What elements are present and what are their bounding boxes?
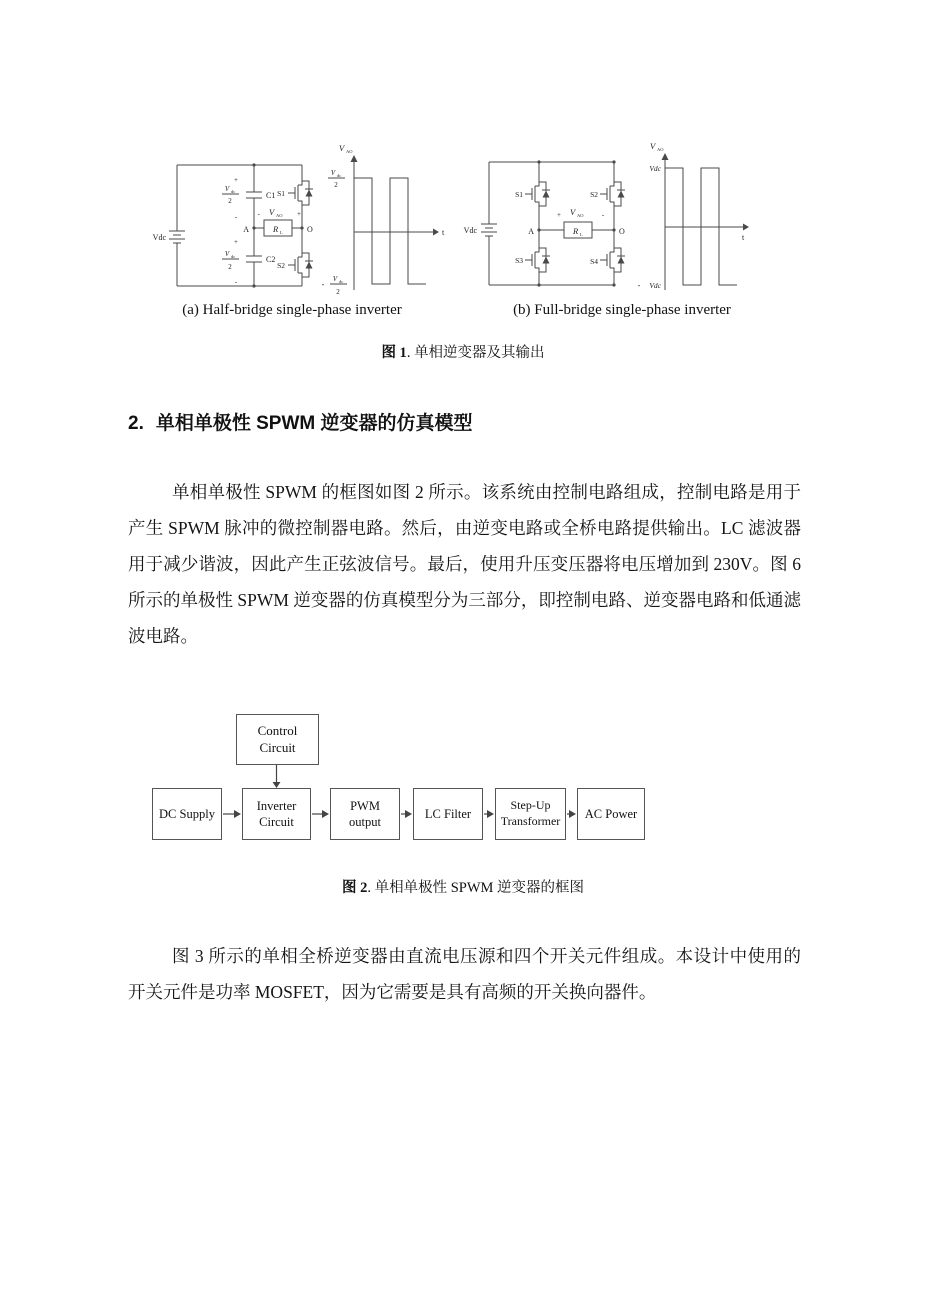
node-label-a: A	[528, 227, 534, 236]
node-label-a: A	[243, 225, 249, 234]
label-load-sub: L	[280, 230, 283, 235]
right-arrow-icon	[312, 810, 329, 818]
figure1-subcaption-b: (b) Full-bridge single-phase inverter	[513, 302, 731, 318]
figure1-inverter-circuits	[133, 138, 793, 298]
switch-label-s1: S1	[277, 189, 285, 198]
label-minus: -	[637, 281, 641, 290]
frac-num-dc: dc	[231, 189, 236, 194]
figure1-caption-label: 图 1	[381, 345, 407, 361]
figure2-caption-text: . 单相单极性 SPWM 逆变器的框图	[367, 880, 585, 896]
figure2-block-diagram	[152, 714, 646, 842]
capacitor-c2	[246, 256, 262, 262]
full-bridge-waveform	[638, 141, 749, 290]
label-vdc-source: Vdc	[463, 226, 477, 235]
frac-num-dc: dc	[337, 173, 342, 178]
block-step-up-transformer: Step-Up Transformer	[495, 788, 566, 840]
mosfet-s2-icon	[288, 253, 313, 277]
paragraph-2: 图 3 所示的单相全桥逆变器由直流电压源和四个开关元件组成。本设计中使用的开关元件是功率 MOSFET，因为它需要是具有高频的开关换向器件。	[128, 946, 801, 1002]
right-arrow-icon	[484, 810, 494, 818]
figure2-caption	[0, 876, 926, 897]
section-number: 2.	[128, 413, 144, 434]
section-title: 单相单极性 SPWM 逆变器的仿真模型	[155, 413, 473, 434]
switch-label-s2: S2	[277, 261, 285, 270]
label-load-r: R	[573, 226, 579, 236]
axis-label-vao-sub: AO	[657, 147, 664, 152]
t-axis-label: t	[742, 233, 745, 242]
frac-num-v: V	[330, 169, 336, 177]
node-label-o: O	[307, 225, 313, 234]
battery-symbol	[481, 224, 497, 236]
level-label-neg-vdc: Vdc	[649, 281, 661, 290]
frac-den: 2	[336, 288, 340, 296]
mosfet-s1-icon	[288, 181, 313, 205]
frac-num-v: V	[224, 185, 230, 193]
label-vao-sub: AO	[276, 213, 283, 218]
label-load-sub: L	[580, 232, 583, 237]
label-plus: +	[297, 210, 301, 218]
section-heading	[128, 408, 473, 435]
label-minus: -	[257, 210, 260, 218]
switch-label-s3: S3	[515, 256, 523, 265]
label-half-vdc-lower	[222, 250, 239, 271]
label-minus: -	[321, 280, 325, 289]
level-label-pos-vdc: Vdc	[649, 164, 661, 173]
right-arrow-icon	[567, 810, 576, 818]
frac-num-dc: dc	[231, 254, 236, 259]
figure1-caption-text: . 单相逆变器及其输出	[406, 345, 545, 361]
frac-num-dc: dc	[339, 279, 344, 284]
frac-den: 2	[334, 181, 338, 189]
block-dc-supply: DC Supply	[152, 788, 222, 840]
figure2-caption-label: 图 2	[341, 880, 368, 896]
label-plus: +	[234, 176, 238, 184]
level-label-pos-half-vdc	[328, 169, 345, 189]
switch-label-s2: S2	[590, 190, 598, 199]
right-arrow-icon	[223, 810, 241, 818]
paragraph-1: 单相单极性 SPWM 的框图如图 2 所示。该系统由控制电路组成，控制电路是用于产生 SPWM 脉冲的微控制器电路。然后，由逆变电路或全桥电路提供输出。LC 滤波器用于减少谐波，因此产生正弦波信号。最后，使用升压变压器将电压增加到 230V。图 6 所示的单极性 SPWM 逆变器的仿真模型分为三部分，即控制电路、逆变器电路和低通滤波电路。	[128, 482, 801, 646]
label-minus: -	[234, 278, 238, 286]
half-bridge-circuit	[153, 163, 313, 287]
figure1-subcaption-a: (a) Half-bridge single-phase inverter	[182, 302, 402, 318]
t-axis-label: t	[442, 228, 445, 237]
mosfet-s1-icon	[525, 182, 550, 206]
label-vao-v: V	[570, 207, 576, 217]
label-c1: C1	[266, 191, 276, 200]
block-ac-power: AC Power	[577, 788, 645, 840]
label-half-vdc-upper	[222, 185, 239, 205]
switch-label-s4: S4	[590, 257, 598, 266]
right-arrow-icon	[401, 810, 412, 818]
block-inverter-circuit: Inverter Circuit	[242, 788, 311, 840]
mosfet-s4-icon	[600, 248, 625, 272]
label-minus: -	[601, 211, 605, 219]
capacitor-c1	[246, 192, 262, 198]
label-plus: +	[557, 211, 561, 219]
label-c2: C2	[266, 255, 276, 264]
down-arrow-icon	[273, 765, 281, 788]
frac-num-v: V	[224, 250, 230, 258]
node-label-o: O	[619, 227, 625, 236]
full-bridge-circuit	[464, 160, 625, 286]
square-wave-a	[354, 178, 426, 284]
half-bridge-waveform	[322, 143, 445, 296]
label-minus: -	[234, 213, 238, 221]
axis-label-vao-v: V	[339, 143, 345, 153]
battery-symbol	[169, 231, 185, 243]
block-control-circuit: Control Circuit	[236, 714, 319, 765]
label-vao-v: V	[269, 207, 275, 217]
mosfet-s2-icon	[600, 182, 625, 206]
label-vdc-source: Vdc	[152, 233, 166, 242]
mosfet-s3-icon	[525, 248, 550, 272]
block-pwm-output: PWM output	[330, 788, 400, 840]
frac-den: 2	[228, 197, 232, 205]
label-plus: +	[234, 238, 238, 246]
label-load-r: R	[273, 224, 279, 234]
figure1-caption	[0, 341, 926, 362]
frac-den: 2	[228, 263, 232, 271]
level-label-neg-half-vdc	[322, 275, 347, 296]
switch-label-s1: S1	[515, 190, 523, 199]
axis-label-vao-sub: AO	[346, 149, 353, 154]
label-vao-sub: AO	[577, 213, 584, 218]
block-lc-filter: LC Filter	[413, 788, 483, 840]
axis-label-vao-v: V	[650, 141, 656, 151]
frac-num-v: V	[332, 275, 338, 283]
